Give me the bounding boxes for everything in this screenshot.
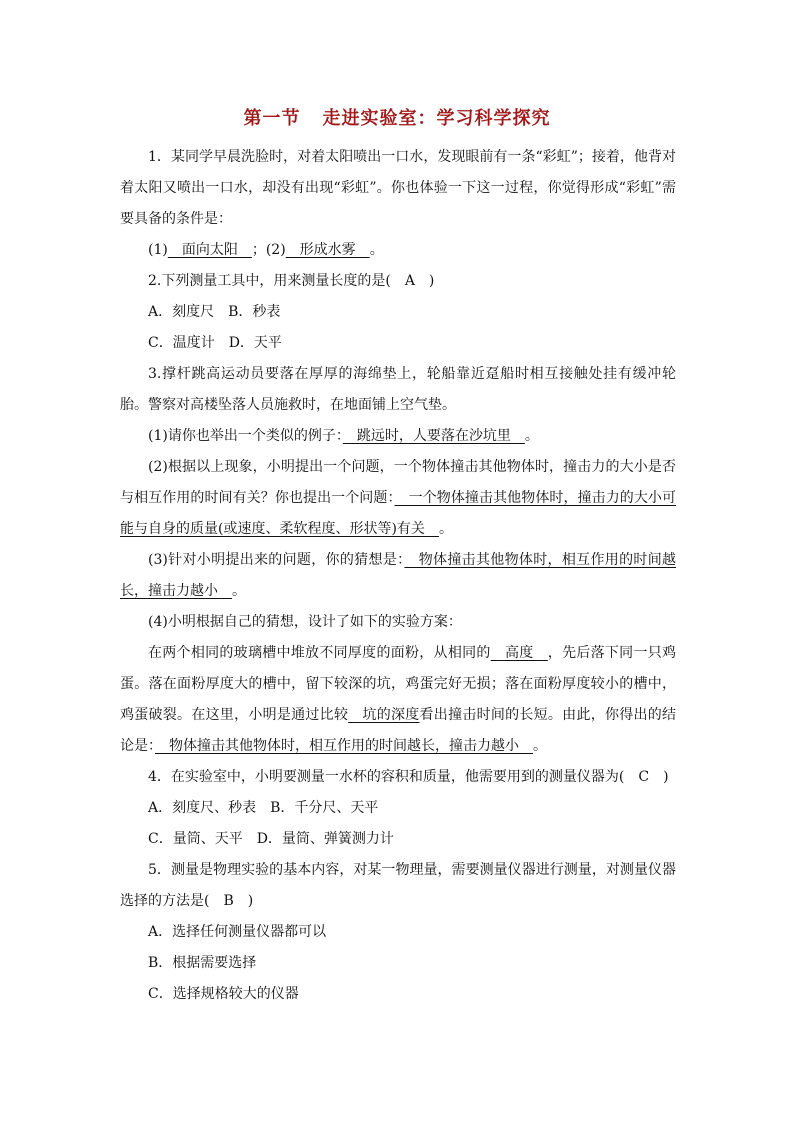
answer-blank: 跳远时，人要落在沙坑里 — [342, 428, 525, 444]
question-5-option-c: C．选择规格较大的仪器 — [148, 986, 299, 1002]
question-1-stem: 1．某同学早晨洗脸时，对着太阳喷出一口水，发现眼前有一条“彩虹”；接着，他背对着太阳又喷出一口水，却没有出现“彩虹”。你也体验一下这一过程，你觉得形成“彩虹”需要具备的条件是： — [120, 149, 676, 227]
answer-blank: 面向太阳 — [167, 242, 252, 258]
question-5-option-a: A．选择任何测量仪器都可以 — [148, 924, 327, 940]
question-3-part-2: (2)根据以上现象，小明提出一个问题，一个物体撞击其他物体时，撞击力的大小是否与相互作用的时间有关？你也提出一个问题： 一个物体撞击其他物体时，撞击力的大小可能与自身的质量(或速度、柔软程度、形状等)有关 。 — [120, 459, 677, 537]
question-2-options-ab: A．刻度尺 B．秒表 — [148, 304, 281, 320]
question-4-stem: 4．在实验室中，小明要测量一水杯的容积和质量，他需要用到的测量仪器为( C ) — [148, 769, 669, 785]
answer-blank: 物体撞击其他物体时，相互作用的时间越长，撞击力越小 — [155, 738, 533, 754]
page-title — [0, 104, 794, 130]
question-2-options-cd: C．温度计 D．天平 — [148, 335, 282, 351]
question-4-options-cd: C．量筒、天平 D．量筒、弹簧测力计 — [148, 831, 394, 847]
question-2-stem: 2.下列测量工具中，用来测量长度的是( A ) — [148, 273, 435, 289]
question-3-experiment: 在两个相同的玻璃槽中堆放不同厚度的面粉，从相同的 高度 ，先后落下同一只鸡蛋。落在面粉厚度大的槽中，留下较深的坑，鸡蛋完好无损；落在面粉厚度较小的槽中，鸡蛋破裂。在这里，小明是通过比较 坑的深度看出撞击时间的长短。由此，你得出的结论是： 物体撞击其他物体时，相互作用的时间越长，撞击力越小 。 — [120, 645, 677, 754]
question-3-part-1: (1)请你也举出一个类似的例子： 跳远时，人要落在沙坑里 。 — [148, 428, 539, 444]
question-1-answer-line: (1) 面向太阳 ；(2) 形成水雾 。 — [148, 242, 384, 258]
question-3-part-4: (4)小明根据自己的猜想，设计了如下的实验方案： — [148, 614, 462, 630]
answer-blank: 高度 — [490, 645, 548, 661]
question-list — [120, 142, 676, 1010]
question-3-part-3: (3)针对小明提出来的问题，你的猜想是： 物体撞击其他物体时，相互作用的时间越长，撞击力越小 。 — [120, 552, 676, 599]
answer-blank: 形成水雾 — [285, 242, 370, 258]
section-number: 第一节 — [243, 108, 301, 129]
answer-blank: 物体撞击其他物体时，相互作用的时间越长，撞击力越小 — [120, 552, 676, 599]
question-5-stem: 5．测量是物理实验的基本内容，对某一物理量，需要测量仪器进行测量，对测量仪器选择的方法是( B ) — [120, 862, 676, 909]
answer-blank: 一个物体撞击其他物体时，撞击力的大小可能与自身的质量(或速度、柔软程度、形状等)有关 — [120, 490, 677, 537]
answer-blank: 坑的深度 — [348, 707, 420, 723]
question-4-options-ab: A．刻度尺、秒表 B．千分尺、天平 — [148, 800, 379, 816]
question-3-stem: 3.撑杆跳高运动员要落在厚厚的海绵垫上，轮船靠近趸船时相互接触处挂有缓冲轮胎。警察对高楼坠落人员施救时，在地面铺上空气垫。 — [120, 366, 676, 413]
section-title: 走进实验室：学习科学探究 — [322, 108, 551, 129]
question-5-option-b: B．根据需要选择 — [148, 955, 257, 971]
